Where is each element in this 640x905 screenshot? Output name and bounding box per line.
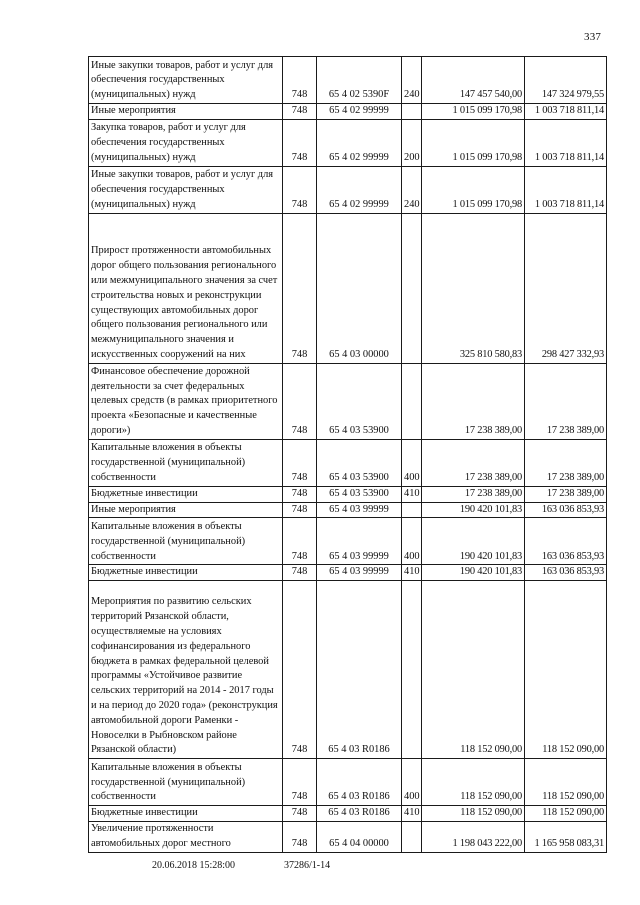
table-row (89, 821, 607, 852)
row-vr (402, 104, 422, 120)
budget-table (88, 56, 607, 853)
row-csr: 65 4 03 99999 (317, 502, 402, 518)
row-sum-2019: 163 036 853,93 (525, 518, 607, 565)
row-csr: 65 4 03 R0186 (317, 581, 402, 759)
row-vr (402, 363, 422, 439)
page-number: 337 (584, 31, 602, 43)
table-row (89, 439, 607, 486)
row-csr: 65 4 02 5390F (317, 57, 402, 104)
row-name: Бюджетные инвестиции (89, 486, 283, 502)
row-name: Мероприятия по развитию сельских территорий Рязанской области, осуществляемые на условиях софинансирования из федерального бюджета в рамках федеральной целевой программы «Устойчивое развитие сельских территорий на 2014 - 2017 годы и на период до 2020 года» (реконструкция автомобильной дороги Раменки - Новоселки в Рыбновском районе Рязанской области) (89, 581, 283, 759)
row-vedom: 748 (283, 518, 317, 565)
row-vr: 410 (402, 806, 422, 822)
row-vedom: 748 (283, 565, 317, 581)
row-vr: 400 (402, 759, 422, 806)
row-csr: 65 4 03 99999 (317, 518, 402, 565)
row-sum-2019: 163 036 853,93 (525, 502, 607, 518)
row-vr (402, 821, 422, 852)
row-vr: 400 (402, 518, 422, 565)
row-sum-2018: 190 420 101,83 (422, 502, 525, 518)
row-sum-2018: 1 198 043 222,00 (422, 821, 525, 852)
row-sum-2018: 325 810 580,83 (422, 213, 525, 363)
row-name: Иные мероприятия (89, 502, 283, 518)
row-sum-2018: 1 015 099 170,98 (422, 166, 525, 213)
row-sum-2019: 1 003 718 811,14 (525, 119, 607, 166)
row-name: Иные закупки товаров, работ и услуг для обеспечения государственных (муниципальных) нужд (89, 166, 283, 213)
row-vr (402, 581, 422, 759)
row-sum-2018: 17 238 389,00 (422, 486, 525, 502)
row-vedom: 748 (283, 104, 317, 120)
row-csr: 65 4 02 99999 (317, 119, 402, 166)
row-sum-2019: 118 152 090,00 (525, 806, 607, 822)
row-name: Финансовое обеспечение дорожной деятельности за счет федеральных целевых средств (в рамках приоритетного проекта «Безопасные и качественные дороги») (89, 363, 283, 439)
table-row (89, 213, 607, 363)
row-vedom: 748 (283, 759, 317, 806)
table-row (89, 502, 607, 518)
row-sum-2019: 1 003 718 811,14 (525, 104, 607, 120)
row-name: Увеличение протяженности автомобильных дорог местного (89, 821, 283, 852)
budget-table-body (89, 57, 607, 853)
table-row (89, 581, 607, 759)
row-sum-2019: 298 427 332,93 (525, 213, 607, 363)
row-vr: 200 (402, 119, 422, 166)
row-vr: 410 (402, 565, 422, 581)
row-csr: 65 4 03 R0186 (317, 759, 402, 806)
row-name: Прирост протяженности автомобильных дорог общего пользования регионального или межмуниципального значения за счет строительства новых и реконструкции существующих автомобильных дорог общего пользования регионального или межмуниципального значения и искусственных сооружений на них (89, 213, 283, 363)
footer-datetime: 20.06.2018 15:28:00 (152, 860, 236, 871)
row-csr: 65 4 04 00000 (317, 821, 402, 852)
row-sum-2019: 17 238 389,00 (525, 486, 607, 502)
row-name: Закупка товаров, работ и услуг для обеспечения государственных (муниципальных) нужд (89, 119, 283, 166)
row-name: Капитальные вложения в объекты государственной (муниципальной) собственности (89, 439, 283, 486)
footer-doc-number: 37286/1-14 (284, 860, 331, 871)
table-row (89, 104, 607, 120)
row-vr (402, 502, 422, 518)
row-sum-2019: 163 036 853,93 (525, 565, 607, 581)
table-row (89, 806, 607, 822)
row-csr: 65 4 02 99999 (317, 104, 402, 120)
row-csr: 65 4 03 53900 (317, 486, 402, 502)
row-vr: 400 (402, 439, 422, 486)
table-row (89, 518, 607, 565)
row-sum-2018: 190 420 101,83 (422, 518, 525, 565)
row-sum-2019: 17 238 389,00 (525, 439, 607, 486)
row-vedom: 748 (283, 821, 317, 852)
row-sum-2019: 17 238 389,00 (525, 363, 607, 439)
row-sum-2019: 1 165 958 083,31 (525, 821, 607, 852)
row-csr: 65 4 03 53900 (317, 363, 402, 439)
row-name: Бюджетные инвестиции (89, 565, 283, 581)
row-name: Иные закупки товаров, работ и услуг для обеспечения государственных (муниципальных) нужд (89, 57, 283, 104)
row-vedom: 748 (283, 363, 317, 439)
row-csr: 65 4 03 99999 (317, 565, 402, 581)
row-vr: 240 (402, 57, 422, 104)
table-row (89, 119, 607, 166)
row-sum-2018: 1 015 099 170,98 (422, 104, 525, 120)
row-sum-2019: 118 152 090,00 (525, 581, 607, 759)
row-sum-2018: 17 238 389,00 (422, 363, 525, 439)
table-row (89, 363, 607, 439)
row-sum-2019: 1 003 718 811,14 (525, 166, 607, 213)
row-vedom: 748 (283, 57, 317, 104)
row-vedom: 748 (283, 213, 317, 363)
row-vr (402, 213, 422, 363)
row-csr: 65 4 03 00000 (317, 213, 402, 363)
row-sum-2018: 118 152 090,00 (422, 581, 525, 759)
row-name: Капитальные вложения в объекты государственной (муниципальной) собственности (89, 518, 283, 565)
row-name: Капитальные вложения в объекты государственной (муниципальной) собственности (89, 759, 283, 806)
row-sum-2018: 118 152 090,00 (422, 759, 525, 806)
row-vedom: 748 (283, 806, 317, 822)
row-vr: 410 (402, 486, 422, 502)
table-row (89, 486, 607, 502)
table-row (89, 57, 607, 104)
row-csr: 65 4 02 99999 (317, 166, 402, 213)
row-sum-2018: 17 238 389,00 (422, 439, 525, 486)
table-row (89, 166, 607, 213)
row-sum-2018: 1 015 099 170,98 (422, 119, 525, 166)
row-sum-2018: 118 152 090,00 (422, 806, 525, 822)
row-sum-2019: 118 152 090,00 (525, 759, 607, 806)
row-csr: 65 4 03 R0186 (317, 806, 402, 822)
table-row (89, 759, 607, 806)
row-sum-2018: 147 457 540,00 (422, 57, 525, 104)
row-csr: 65 4 03 53900 (317, 439, 402, 486)
row-vedom: 748 (283, 439, 317, 486)
row-sum-2019: 147 324 979,55 (525, 57, 607, 104)
row-vedom: 748 (283, 119, 317, 166)
row-sum-2018: 190 420 101,83 (422, 565, 525, 581)
row-vedom: 748 (283, 581, 317, 759)
row-name: Иные мероприятия (89, 104, 283, 120)
table-row (89, 565, 607, 581)
row-name: Бюджетные инвестиции (89, 806, 283, 822)
row-vr: 240 (402, 166, 422, 213)
row-vedom: 748 (283, 166, 317, 213)
row-vedom: 748 (283, 486, 317, 502)
row-vedom: 748 (283, 502, 317, 518)
